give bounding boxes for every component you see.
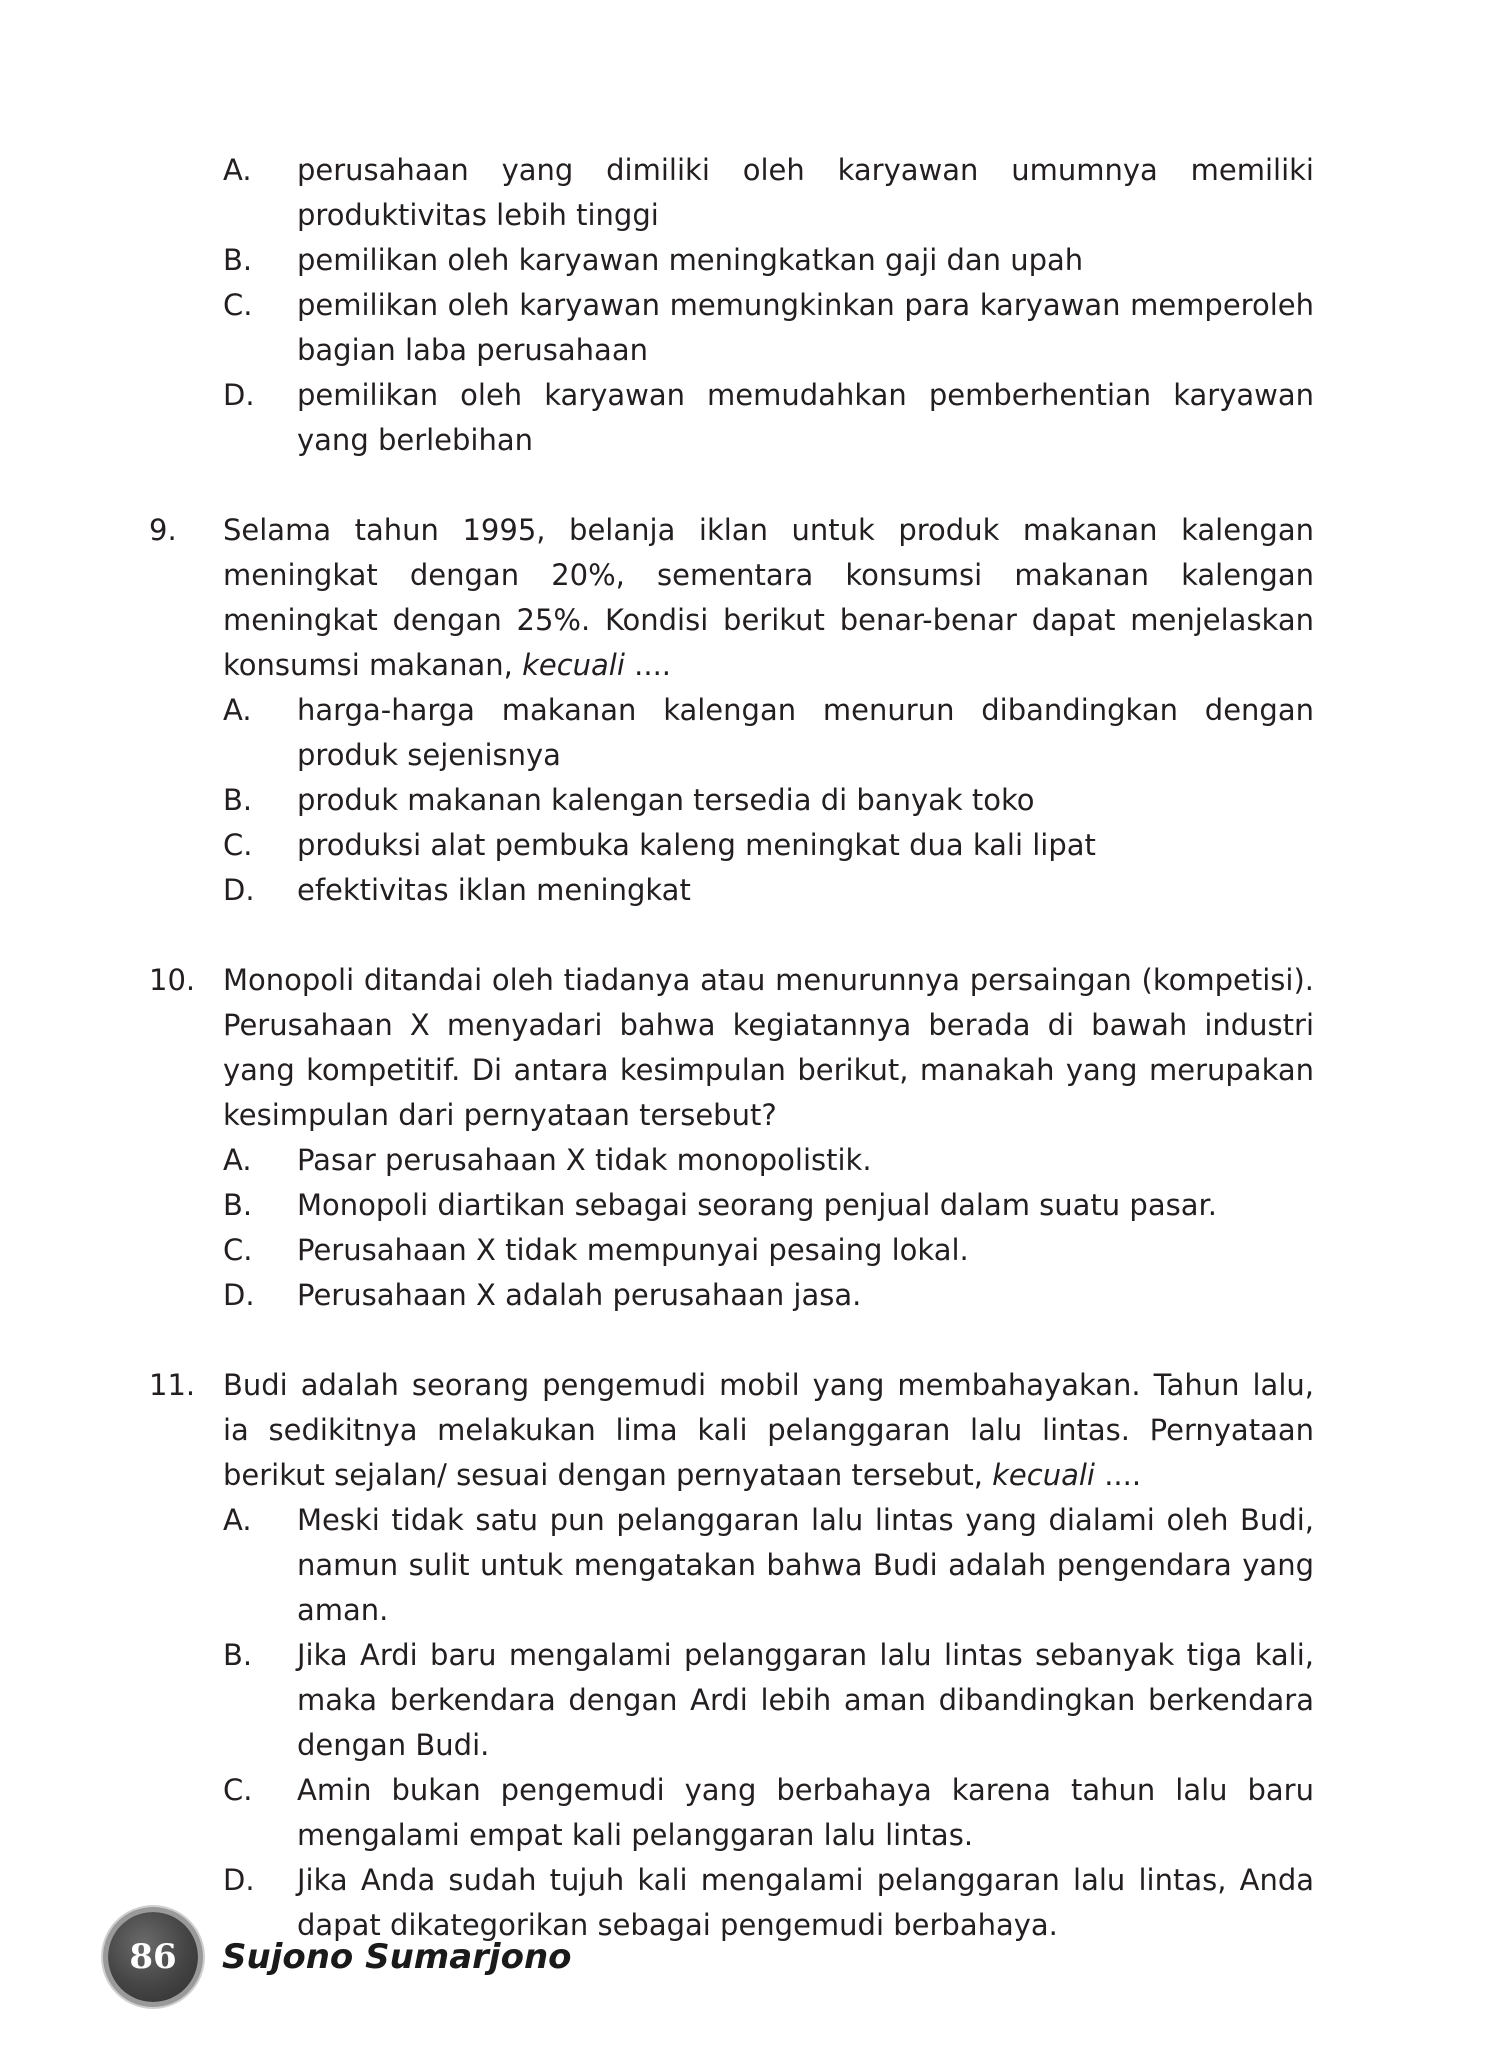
option-text: produksi alat pembuka kaleng meningkat dua kali lipat bbox=[297, 828, 1096, 862]
option-text: Jika Anda sudah tujuh kali mengalami pelanggaran lalu lintas, Anda dapat dikategorikan sebagai pengemudi berbahaya. bbox=[297, 1863, 1314, 1942]
option-label: D. bbox=[223, 1278, 255, 1312]
author-name: Sujono Sumarjono bbox=[222, 1937, 572, 1977]
option-label: D. bbox=[223, 1863, 255, 1897]
option-text: Amin bukan pengemudi yang berbahaya karena tahun lalu baru mengalami empat kali pelanggaran lalu lintas. bbox=[297, 1773, 1314, 1852]
question-text-italic: kecuali bbox=[522, 648, 625, 682]
option-c bbox=[223, 823, 1314, 868]
option-d bbox=[223, 373, 1314, 463]
page-number-badge bbox=[108, 1912, 198, 2002]
option-label: A. bbox=[223, 1503, 252, 1537]
option-c bbox=[223, 1768, 1314, 1858]
question-text-main: Selama tahun 1995, belanja iklan untuk produk makanan kalengan meningkat dengan 20%, sementara konsumsi makanan kalengan meningkat dengan 25%. Kondisi berikut benar-benar dapat menjelaskan konsumsi makanan, bbox=[223, 513, 1314, 682]
option-text: pemilikan oleh karyawan memungkinkan para karyawan memperoleh bagian laba perusahaan bbox=[297, 288, 1314, 367]
question-text bbox=[223, 1363, 1314, 1498]
option-label: C. bbox=[223, 288, 253, 322]
option-label: B. bbox=[223, 1638, 253, 1672]
option-d bbox=[223, 868, 1314, 913]
question-11 bbox=[149, 1363, 1314, 1948]
option-label: C. bbox=[223, 1233, 253, 1267]
option-text: perusahaan yang dimiliki oleh karyawan umumnya memiliki produktivitas lebih tinggi bbox=[297, 153, 1314, 232]
option-text: harga-harga makanan kalengan menurun dibandingkan dengan produk sejenisnya bbox=[297, 693, 1314, 772]
option-text: Perusahaan X tidak mempunyai pesaing lokal. bbox=[297, 1233, 969, 1267]
option-b bbox=[223, 1183, 1314, 1228]
question-text-main: Budi adalah seorang pengemudi mobil yang membahayakan. Tahun lalu, ia sedikitnya melakukan lima kali pelanggaran lalu lintas. Pernyataan berikut sejalan/ sesuai dengan pernyataan tersebut, bbox=[223, 1368, 1314, 1492]
option-label: D. bbox=[223, 378, 255, 412]
option-text: produk makanan kalengan tersedia di banyak toko bbox=[297, 783, 1035, 817]
question-10 bbox=[149, 958, 1314, 1318]
page-footer bbox=[108, 1907, 572, 2007]
option-a bbox=[223, 1498, 1314, 1633]
option-label: C. bbox=[223, 1773, 253, 1807]
question-text-italic: kecuali bbox=[992, 1458, 1095, 1492]
option-a bbox=[223, 1138, 1314, 1183]
option-list bbox=[223, 148, 1314, 463]
question-8-continuation bbox=[149, 148, 1314, 463]
question-text: Monopoli ditandai oleh tiadanya atau menurunnya persaingan (kompetisi). Perusahaan X menyadari bahwa kegiatannya berada di bawah industri yang kompetitif. Di antara kesimpulan berikut, manakah yang merupakan kesimpulan dari pernyataan tersebut? bbox=[223, 963, 1314, 1132]
option-text: efektivitas iklan meningkat bbox=[297, 873, 691, 907]
question-number: 10. bbox=[149, 963, 196, 997]
option-text: pemilikan oleh karyawan meningkatkan gaji dan upah bbox=[297, 243, 1084, 277]
option-text: Jika Ardi baru mengalami pelanggaran lalu lintas sebanyak tiga kali, maka berkendara dengan Ardi lebih aman dibandingkan berkendara dengan Budi. bbox=[297, 1638, 1314, 1762]
option-text: Perusahaan X adalah perusahaan jasa. bbox=[297, 1278, 862, 1312]
option-list bbox=[223, 1498, 1314, 1948]
question-stem bbox=[149, 958, 1314, 1138]
option-text: pemilikan oleh karyawan memudahkan pemberhentian karyawan yang berlebihan bbox=[297, 378, 1314, 457]
question-stem bbox=[149, 1363, 1314, 1498]
option-b bbox=[223, 1633, 1314, 1768]
option-label: B. bbox=[223, 243, 253, 277]
page-number: 86 bbox=[129, 1937, 177, 1977]
question-9 bbox=[149, 508, 1314, 913]
option-b bbox=[223, 238, 1314, 283]
question-number: 11. bbox=[149, 1368, 196, 1402]
option-label: A. bbox=[223, 693, 252, 727]
option-label: D. bbox=[223, 873, 255, 907]
option-text: Pasar perusahaan X tidak monopolistik. bbox=[297, 1143, 872, 1177]
option-label: B. bbox=[223, 1188, 253, 1222]
option-text: Meski tidak satu pun pelanggaran lalu lintas yang dialami oleh Budi, namun sulit untuk mengatakan bahwa Budi adalah pengendara yang aman. bbox=[297, 1503, 1314, 1627]
option-list bbox=[223, 1138, 1314, 1318]
question-stem bbox=[149, 508, 1314, 688]
option-c bbox=[223, 283, 1314, 373]
page-content bbox=[149, 148, 1314, 1993]
option-list bbox=[223, 688, 1314, 913]
question-text bbox=[223, 508, 1314, 688]
option-label: C. bbox=[223, 828, 253, 862]
question-text-suffix: .... bbox=[1095, 1458, 1142, 1492]
option-d bbox=[223, 1273, 1314, 1318]
question-number: 9. bbox=[149, 513, 177, 547]
question-text-suffix: .... bbox=[624, 648, 672, 682]
option-b bbox=[223, 778, 1314, 823]
option-c bbox=[223, 1228, 1314, 1273]
option-label: B. bbox=[223, 783, 253, 817]
option-a bbox=[223, 148, 1314, 238]
option-label: A. bbox=[223, 153, 252, 187]
option-a bbox=[223, 688, 1314, 778]
option-text: Monopoli diartikan sebagai seorang penjual dalam suatu pasar. bbox=[297, 1188, 1217, 1222]
option-label: A. bbox=[223, 1143, 252, 1177]
